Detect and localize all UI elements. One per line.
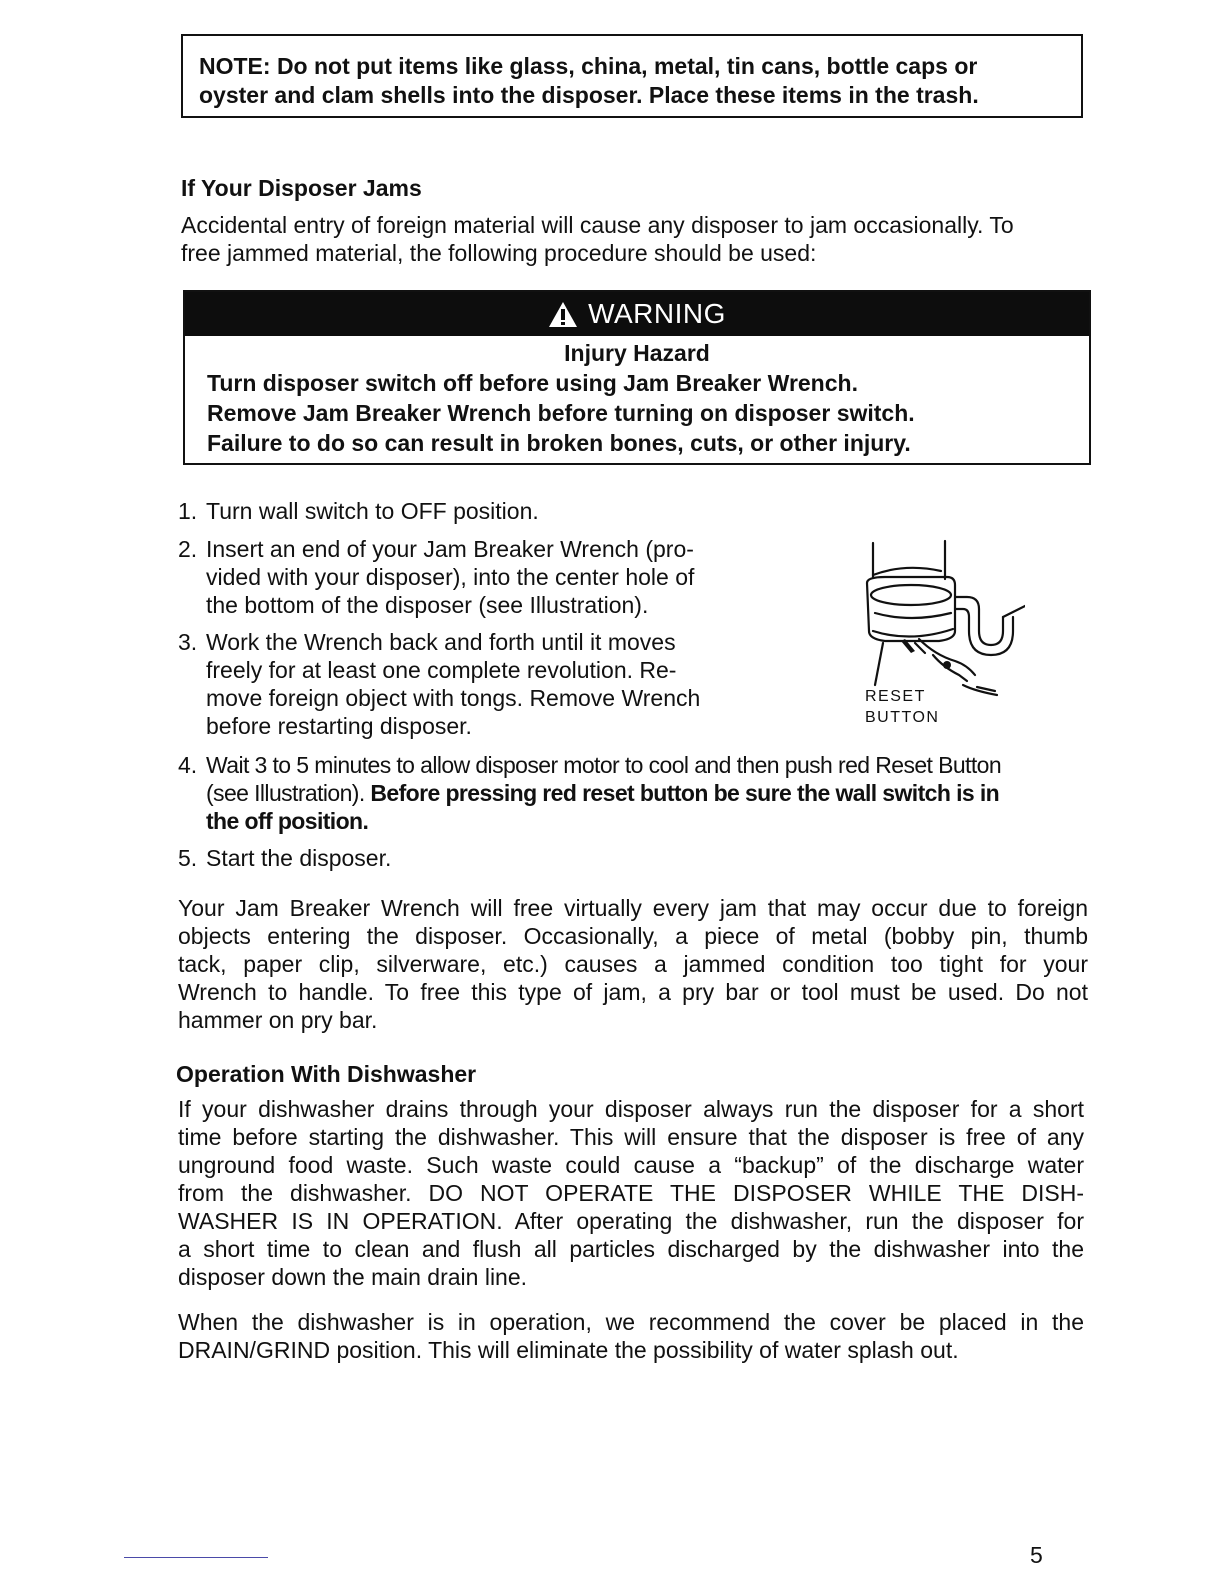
step-2-number: 2. [178,536,198,562]
dishwasher-p2-line-1: When the dishwasher is in operation, we recommend the cover be placed in the [178,1309,1084,1335]
dishwasher-section-heading: Operation With Dishwasher [176,1061,477,1087]
warning-title: WARNING [588,298,726,329]
warning-box [183,290,1091,465]
dishwasher-p1-line-2: time before starting the dishwasher. This will ensure that the disposer is free of any [178,1124,1084,1150]
step-3 [178,628,758,746]
step-3-line-2: freely for at least one complete revolution. Re- [206,657,677,683]
dishwasher-p2-line-2: DRAIN/GRIND position. This will eliminate the possibility of water splash out. [178,1337,959,1363]
dishwasher-p1-line-7: disposer down the main drain line. [178,1264,528,1290]
dishwasher-p1-line-5: WASHER IS IN OPERATION. After operating the dishwasher, run the disposer for [178,1208,1084,1234]
page-number: 5 [1030,1542,1043,1568]
wrench-paragraph-line-2: objects entering the disposer. Occasionally, a piece of metal (bobby pin, thumb [178,923,1088,949]
wrench-paragraph-line-4: Wrench to handle. To free this type of jam, a pry bar or tool must be used. Do not [178,979,1088,1005]
warning-subtitle: Injury Hazard [564,340,710,366]
wrench-paragraph-line-3: tack, paper clip, silverware, etc.) causes a jammed condition too tight for your [178,951,1088,977]
reset-button-label-line-1: RESET [865,688,926,705]
disposer-diagram-icon [855,535,1025,705]
step-3-number: 3. [178,629,198,655]
warning-line-3: Failure to do so can result in broken bones, cuts, or other injury. [207,430,911,456]
jam-intro-line-2: free jammed material, the following procedure should be used: [181,240,817,266]
warning-line-2: Remove Jam Breaker Wrench before turning on disposer switch. [207,400,915,426]
dishwasher-p1-line-4: from the dishwasher. DO NOT OPERATE THE DISPOSER WHILE THE DISH- [178,1180,1084,1206]
wrench-paragraph-line-1: Your Jam Breaker Wrench will free virtually every jam that may occur due to foreign [178,895,1088,921]
step-2-line-1: Insert an end of your Jam Breaker Wrench (pro- [206,536,694,562]
jam-section-heading: If Your Disposer Jams [181,175,422,201]
step-1-text: Turn wall switch to OFF position. [206,498,539,524]
reset-button-label-line-2: BUTTON [865,709,940,726]
dishwasher-p1-line-6: a short time to clean and flush all particles discharged by the dishwasher into the [178,1236,1084,1262]
dishwasher-paragraph-2 [178,1308,1084,1364]
disposer-illustration [855,535,1025,726]
wrench-paragraph-line-5: hammer on pry bar. [178,1007,378,1033]
step-4 [178,751,1098,839]
warning-triangle-icon [548,301,578,328]
footer-rule [124,1557,268,1558]
jam-intro-line-1: Accidental entry of foreign material will cause any disposer to jam occasionally. To [181,212,1014,238]
note-box [181,34,1083,118]
note-line-1: NOTE: Do not put items like glass, china, metal, tin cans, bottle caps or [199,53,978,79]
step-2 [178,535,758,625]
step-2-line-2: vided with your disposer), into the center hole of [206,564,695,590]
step-4-line-2-normal: (see Illustration). [206,780,371,806]
dishwasher-p1-line-3: unground food waste. Such waste could cause a “backup” of the discharge water [178,1152,1084,1178]
wrench-paragraph [178,894,1088,1034]
warning-header [185,292,1089,336]
dishwasher-paragraph-1 [178,1095,1084,1291]
dishwasher-p1-line-1: If your dishwasher drains through your disposer always run the disposer for a short [178,1096,1084,1122]
step-4-line-2-bold: Before pressing red reset button be sure the wall switch is in [370,780,1000,806]
step-5-text: Start the disposer. [206,845,392,871]
step-4-line-1: Wait 3 to 5 minutes to allow disposer motor to cool and then push red Reset Button [206,752,1002,778]
step-3-line-1: Work the Wrench back and forth until it moves [206,629,676,655]
step-2-line-3: the bottom of the disposer (see Illustration). [206,592,649,618]
warning-line-1: Turn disposer switch off before using Jam Breaker Wrench. [207,370,858,396]
step-3-line-4: before restarting disposer. [206,713,472,739]
step-4-number: 4. [178,752,198,778]
step-5-number: 5. [178,845,198,871]
step-4-line-3-bold: the off position. [206,808,369,834]
step-3-line-3: move foreign object with tongs. Remove Wrench [206,685,701,711]
step-1-number: 1. [178,498,198,524]
jam-intro [181,211,1091,267]
note-line-2: oyster and clam shells into the disposer. Place these items in the trash. [199,82,979,108]
